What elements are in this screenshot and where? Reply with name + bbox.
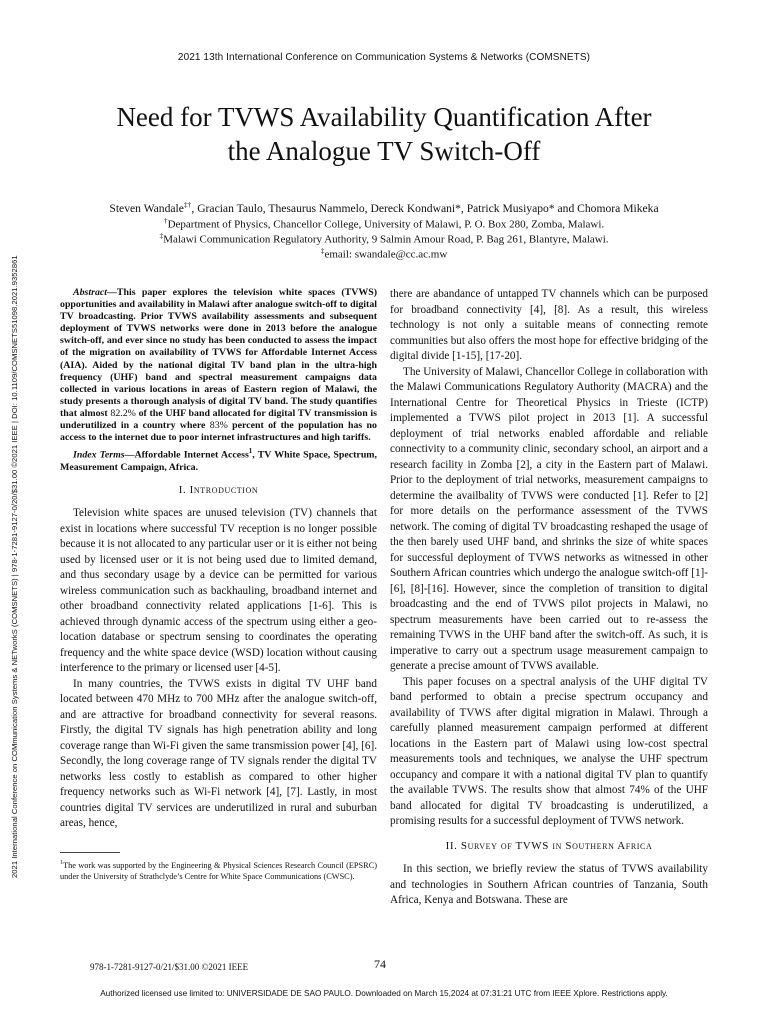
paragraph-text: This paper focuses on a spectral analysis of the UHF digital TV band performed to obtain a precise spectrum occupancy and availability of TVWS after digital migration in Malawi. Through a carefully planned measurement campaign performed at different locations in the Eastern part of Malawi using low-cost spectral measurements tools and techniques, we analyse the UHF spectrum occupancy and compare it with a national digital TV plan to quantify the available TVWS. The results show that almost — [390, 675, 708, 796]
doi-sidebar: 2021 International Conference on COMmunication Systems & NETworkS (COMSNETS) | 978-1-7281-9127-0/20/$31.00 ©2021 IEEE | DOI: 10.1109/COMSNETS51098.2021.9352861 — [10, 255, 19, 878]
paragraph: The University of Malawi, Chancellor College in collaboration with the Malawi Communications Regulatory Authority (MACRA) and the International Centre for Theoretical Physics in Trieste (ICTP) implemented a TVWS pilot project in 2013 [1]. A successful deployment of trial networks enabled affordable and reliable connectivity to a community clinic, secondary school, an airport and a research facility in Zomba [2], a city in the Eastern part of Malawi. Prior to the deployment of trial networks, measurement campaigns to determine the availbality of TVWS were conducted [1]. Refer to [2] for more details on the performance assessment of the TVWS network. The coming of digital TV broadcasting reshaped the usage of the then barely used UHF band, and shrinks the size of white spaces for successful deployment of TVWS networks as witnessed in other Southern African countries which undergo the analogue switch-off [1]-[6], [8]-[16]. However, since the completion of transition to digital broadcasting and the end of TVWS pilot projects in Malawi, no spectrum measurements have been carried out to re-assess the remaining TVWS in the UHF band after the switch-off. As such, it is imperative to carry out a spectrum usage measurement campaign to generate a precise amount of TVWS available. — [390, 365, 708, 672]
other-authors: , Gracian Taulo, Thesaurus Nammelo, Dereck Kondwani*, Patrick Musiyapo* and Chomora Mikeka — [191, 201, 659, 215]
isbn-line: 978-1-7281-9127-0/21/$31.00 ©2021 IEEE — [90, 962, 249, 972]
index-terms-text: —Affordable Internet Access — [124, 449, 249, 461]
right-column — [390, 287, 708, 909]
footnote-text: The work was supported by the Engineering & Physical Sciences Research Council (EPSRC) under the University of Strathclyde’s Centre for White Space Communications (CWSC). — [60, 860, 377, 881]
paragraph: In many countries, the TVWS exists in digital TV UHF band located between 470 MHz to 700 MHz after the analogue switch-off, and are attractive for broadband connectivity for several reasons. Firstly, the digital TV signals has high penetration ability and long coverage range than Wi-Fi given the same transmission power [4], [6]. Secondly, the long coverage range of TV signals render the digital TV networks less costly to establish as compared to other higher frequency networks such as Wi-Fi network [4], [7]. Lastly, in most countries digital TV services are underutilized in rural and suburban areas, hence, — [60, 677, 377, 830]
abstract — [60, 287, 377, 444]
footnote-ref: 1 — [248, 447, 253, 456]
abstract-text: of the UHF band allocated for digital TV transmission is underutilized in a country where — [60, 407, 377, 432]
paragraph: In this section, we briefly review the status of TVWS availability and technologies in Southern African countries of Tanzania, South Africa, Kenya and Botswana. These are — [390, 863, 708, 906]
abstract-text: percent of the population has no access to the internet due to poor internet infrastructures and high tariffs. — [60, 420, 377, 444]
section-heading: I. Introduction — [178, 483, 259, 496]
footnote-rule — [60, 852, 120, 853]
page-number: 74 — [374, 957, 386, 971]
author-list — [40, 200, 728, 215]
section-heading: II. Survey of TVWS in Southern Africa — [445, 839, 653, 852]
abstract-label: Abstract — [73, 287, 108, 298]
affiliation-text: Malawi Communication Regulatory Authority, 9 Salmin Amour Road, P. Bag 261, Blantyre, Malawi. — [163, 233, 609, 246]
abstract-text: —This paper explores the television white spaces (TVWS) opportunities and availability in Malawi after analogue switch-off to digital TV broadcasting. Prior TVWS availability assessments and subsequent deployment of TVWS networks were done in 2013 before the analogue switch-off, and ever since no study has been conducted to assess the impact of the migration on availability of TVWS for Affordable Internet Access (AIA). Aided by the national digital TV band plan in the ultra-high frequency (UHF) band and spectral measurement campaigns data collected in various locations in areas of Eastern region of Malawi, the study presents a thorough analysis of digital TV band. The study quantifies that almost — [60, 287, 377, 419]
footnote-mark: 1 — [60, 860, 63, 866]
abstract-percent: 82.2% — [110, 407, 136, 419]
affiliation-email — [40, 246, 728, 261]
affiliation-text: Department of Physics, Chancellor College, University of Malawi, P. O. Box 280, Zomba, Malawi. — [167, 218, 605, 231]
left-column — [60, 287, 377, 832]
license-notice: Authorized licensed use limited to: UNIVERSIDADE DE SAO PAULO. Downloaded on March 15,2024 at 07:31:21 UTC from IEEE Xplore. Restrictions apply. — [100, 989, 668, 998]
paragraph — [390, 675, 708, 830]
conference-header: 2021 13th International Conference on Communication Systems & Networks (COMSNETS) — [177, 52, 591, 63]
affiliation-department — [40, 216, 728, 231]
affiliation-macra — [40, 231, 728, 246]
paragraph-percent: 74% — [629, 784, 650, 796]
index-terms — [60, 445, 377, 473]
first-author: Steven Wandale — [109, 201, 184, 215]
author-email: email: swandale@cc.ac.mw — [324, 248, 448, 261]
abstract-percent: 83% — [209, 420, 228, 432]
paragraph: there are abandance of untapped TV channels which can be purposed for broadband connectivity [4], [8]. As a result, this wireless technology is not only a suitable means of connecting remote communities but also offers the most hope for effective bridging of the digital divide [1-15], [17-20]. — [390, 288, 708, 362]
affiliation-mark: † — [163, 216, 168, 225]
footnote — [60, 858, 377, 882]
title-line-1: Need for TVWS Availability Quantification After — [116, 102, 652, 132]
index-terms-text: , TV White Space, Spectrum, Measurement Campaign, Africa. — [60, 449, 378, 473]
title-line-2: the Analogue TV Switch-Off — [227, 136, 541, 166]
paragraph: Television white spaces are unused television (TV) channels that exist in locations where successful TV reception is no longer possible because it is not allocated to any particular user or it is either not being used by licensed user or it is not being used due to limited demand, and thus secondary usage by a device can be permitted for various wireless communication such as backhauling, broadband internet and other broadband connectivity related applications [1-6]. This is achieved through dynamic access of the spectrum using either a geo-location database or spectrum sensing to coordinates the operating frequency and the white space device (WSD) location without causing interference to the primary or licensed user [4-5]. — [60, 507, 377, 675]
affiliation-mark: ‡ — [159, 231, 164, 240]
affiliation-mark: ‡ — [320, 246, 325, 255]
paper-title — [40, 100, 728, 168]
index-terms-label: Index Terms — [73, 449, 125, 461]
first-author-marks: ‡† — [183, 200, 192, 209]
paragraph-text: of the UHF band allocated for digital TV broadcasting is underutilized, a promising results for a successful deployment of TVWS network. — [390, 784, 708, 827]
